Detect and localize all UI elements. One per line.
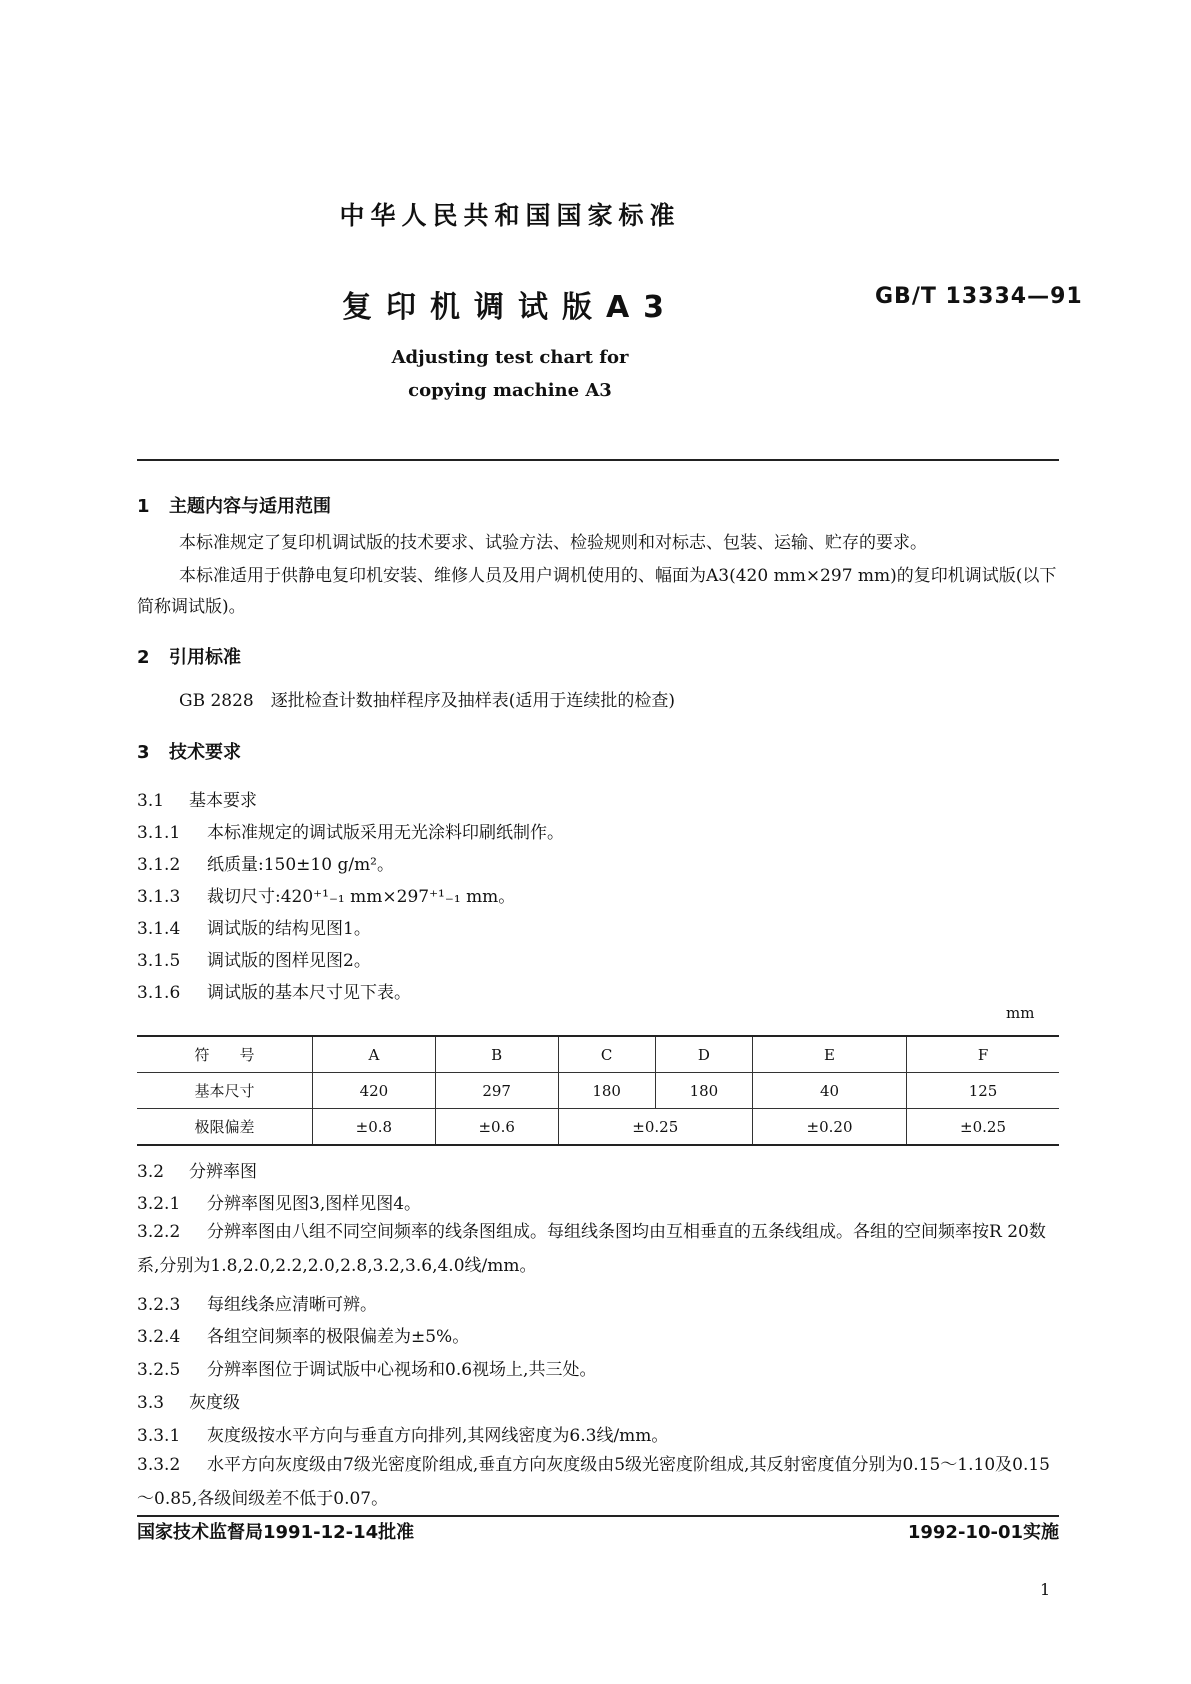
country-standard-heading: 中华人民共和国国家标准	[339, 201, 681, 230]
table-cell: 420	[313, 1073, 436, 1109]
clause-3-1-2	[137, 850, 394, 875]
section-2-heading	[137, 643, 241, 669]
clause-text: 灰度级按水平方向与垂直方向排列,其网线密度为6.3线/mm。	[207, 1426, 669, 1446]
table-cell: E	[753, 1036, 907, 1073]
table-cell: 180	[655, 1073, 752, 1109]
clause-number: 3.2.1	[137, 1194, 181, 1214]
table-row	[137, 1073, 1059, 1109]
clause-text: 分辨率图	[189, 1162, 257, 1182]
table-cell: ±0.20	[753, 1109, 907, 1146]
clause-number: 3.2.3	[137, 1295, 181, 1315]
clause-3-2-5	[137, 1355, 596, 1380]
clause-number: 3.1.1	[137, 823, 181, 843]
clause-text: 分辨率图由八组不同空间频率的线条图组成。每组线条图均由互相垂直的五条线组成。各组的空间频率按R 20数系,分别为1.8,2.0,2.2,2.0,2.8,3.2,3.6,4.0线/mm。	[137, 1222, 1046, 1276]
clause-text: 分辨率图位于调试版中心视场和0.6视场上,共三处。	[207, 1360, 597, 1380]
section-3-heading	[137, 738, 241, 764]
table-row	[137, 1109, 1059, 1146]
clause-text: 分辨率图见图3,图样见图4。	[207, 1194, 422, 1214]
clause-text: 调试版的图样见图2。	[207, 951, 371, 971]
clause-number: 3.3.1	[137, 1426, 181, 1446]
clause-3-1-6	[137, 978, 411, 1003]
clause-number: 3.3.2	[137, 1455, 181, 1475]
table-cell: 180	[558, 1073, 655, 1109]
clause-3-1-1	[137, 818, 564, 843]
clause-text: 调试版的结构见图1。	[207, 919, 371, 939]
table-cell: ±0.25	[907, 1109, 1059, 1146]
table-cell: A	[313, 1036, 436, 1073]
table-unit: mm	[1006, 1004, 1035, 1022]
clause-3-2-1	[137, 1189, 421, 1214]
approval-date: 国家技术监督局1991-12-14批准	[137, 1522, 415, 1543]
effective-date: 1992-10-01实施	[907, 1522, 1059, 1543]
table-cell: C	[558, 1036, 655, 1073]
clause-text: 各组空间频率的极限偏差为±5%。	[207, 1327, 470, 1347]
section-number: 2	[137, 647, 150, 668]
referenced-standard: GB 2828 逐批检查计数抽样程序及抽样表(适用于连续批的检查)	[179, 691, 676, 711]
clause-text: 裁切尺寸:420⁺¹₋₁ mm×297⁺¹₋₁ mm。	[207, 887, 516, 907]
table-cell: ±0.8	[313, 1109, 436, 1146]
english-title-line2: copying machine A3	[408, 380, 612, 401]
table-cell: 125	[907, 1073, 1059, 1109]
footer-divider	[137, 1515, 1059, 1517]
clause-3-3	[137, 1388, 240, 1413]
section-1-heading	[137, 492, 331, 518]
clause-text: 调试版的基本尺寸见下表。	[207, 983, 411, 1003]
clause-number: 3.1.5	[137, 951, 181, 971]
header-divider	[137, 459, 1059, 461]
clause-3-3-1	[137, 1421, 668, 1446]
clause-text: 灰度级	[189, 1393, 240, 1413]
table-cell: 40	[753, 1073, 907, 1109]
clause-number: 3.2.5	[137, 1360, 181, 1380]
clause-3-1-3	[137, 882, 515, 907]
clause-3-2-4	[137, 1322, 469, 1347]
clause-number: 3.1	[137, 791, 165, 811]
clause-3-2-2	[137, 1215, 1059, 1283]
page-number: 1	[1040, 1580, 1051, 1599]
clause-3-2-3	[137, 1290, 377, 1315]
clause-number: 3.1.4	[137, 919, 181, 939]
clause-number: 3.2.2	[137, 1222, 181, 1242]
section-1-paragraph-2: 本标准适用于供静电复印机安装、维修人员及用户调机使用的、幅面为A3(420 mm×297 mm)的复印机调试版(以下简称调试版)。	[137, 566, 1057, 617]
table-header-row	[137, 1036, 1059, 1073]
section-title: 主题内容与适用范围	[169, 496, 331, 517]
clause-text: 每组线条应清晰可辨。	[207, 1295, 377, 1315]
clause-3-1-5	[137, 946, 371, 971]
table-cell: 极限偏差	[137, 1109, 313, 1146]
clause-number: 3.3	[137, 1393, 165, 1413]
clause-text: 水平方向灰度级由7级光密度阶组成,垂直方向灰度级由5级光密度阶组成,其反射密度值分别为0.15～1.10及0.15～0.85,各级间级差不低于0.07。	[137, 1455, 1050, 1509]
section-title: 技术要求	[169, 742, 241, 763]
table-cell: D	[655, 1036, 752, 1073]
standard-number: GB/T 13334—91	[875, 284, 1083, 309]
section-number: 3	[137, 742, 150, 763]
table-cell: B	[435, 1036, 558, 1073]
section-title: 引用标准	[169, 647, 241, 668]
clause-number: 3.1.2	[137, 855, 181, 875]
clause-number: 3.1.6	[137, 983, 181, 1003]
basic-dimensions-table	[137, 1035, 1059, 1146]
english-title-line1: Adjusting test chart for	[391, 347, 629, 368]
clause-3-3-2	[137, 1448, 1059, 1516]
table-cell: F	[907, 1036, 1059, 1073]
clause-3-1-4	[137, 914, 371, 939]
clause-number: 3.2	[137, 1162, 165, 1182]
table-cell: ±0.25	[558, 1109, 752, 1146]
clause-text: 纸质量:150±10 g/m²。	[207, 855, 394, 875]
table-cell: ±0.6	[435, 1109, 558, 1146]
table-cell: 基本尺寸	[137, 1073, 313, 1109]
table-cell: 297	[435, 1073, 558, 1109]
section-1-paragraph-1: 本标准规定了复印机调试版的技术要求、试验方法、检验规则和对标志、包装、运输、贮存的要求。	[179, 533, 927, 553]
document-title: 复印机调试版A3	[341, 290, 679, 325]
table-cell: 符 号	[137, 1036, 313, 1073]
clause-3-1	[137, 786, 257, 811]
section-number: 1	[137, 496, 150, 517]
clause-3-2	[137, 1157, 257, 1182]
clause-number: 3.1.3	[137, 887, 181, 907]
clause-text: 基本要求	[189, 791, 257, 811]
clause-number: 3.2.4	[137, 1327, 181, 1347]
clause-text: 本标准规定的调试版采用无光涂料印刷纸制作。	[207, 823, 564, 843]
